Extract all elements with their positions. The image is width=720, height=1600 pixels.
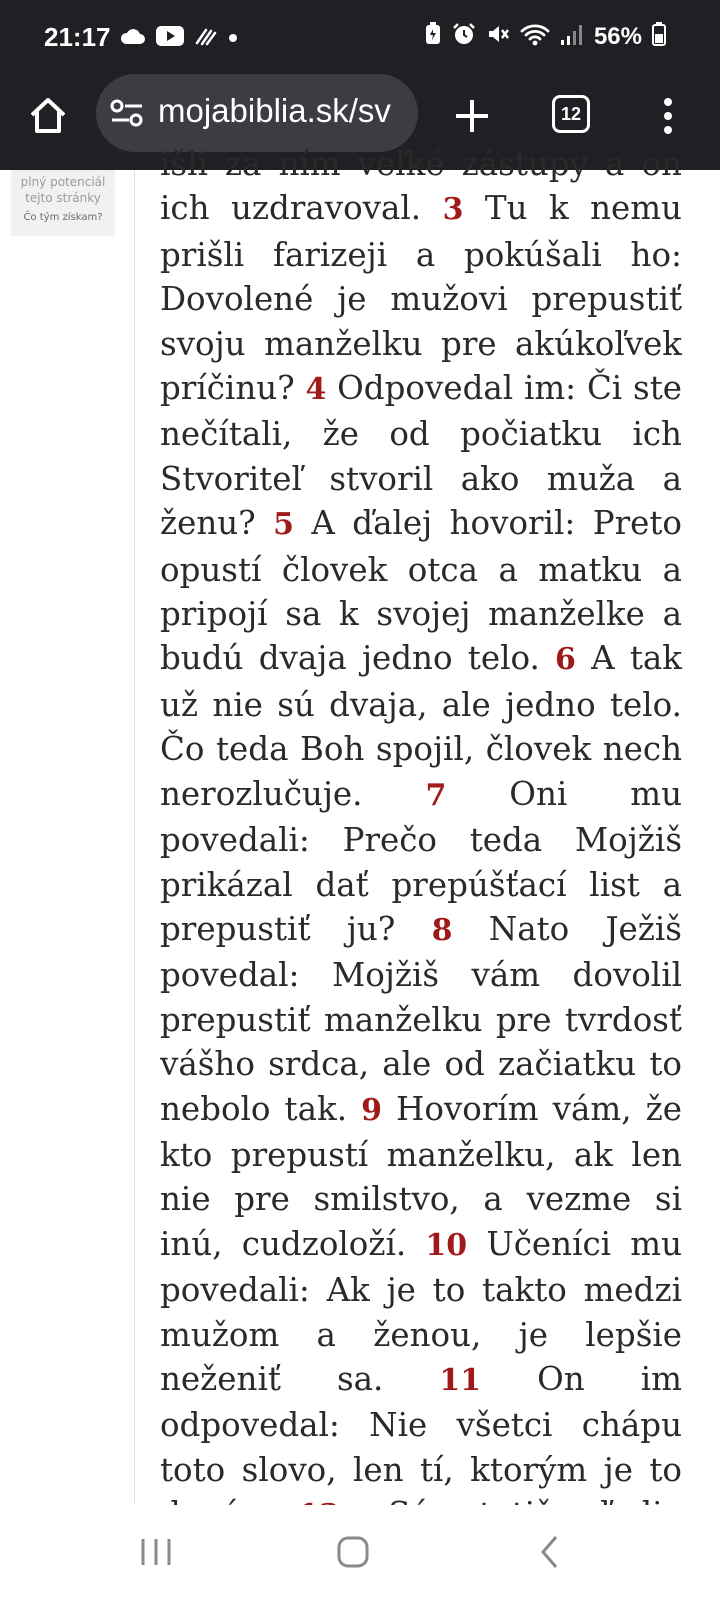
status-bar [0, 0, 720, 78]
ad-link[interactable]: Čo tým získam? [23, 212, 103, 223]
recent-apps-icon [138, 1536, 174, 1568]
verse-number[interactable]: 3 [442, 192, 464, 228]
verse-text: A ďalej hovoril: Preto opustí človek otca a matku a pripojí sa k svojej manželke a budú dvaja jedno telo. [160, 504, 682, 678]
recent-apps-button[interactable] [126, 1527, 186, 1577]
tab-switcher-button[interactable]: 12 [552, 95, 590, 133]
verse-text: A tak už nie sú dvaja, ale jedno telo. Čo teda Boh spojil, človek nech nerozlučuje. [160, 639, 682, 813]
sidebar-divider [134, 170, 135, 1505]
url-text[interactable]: mojabiblia.sk/sv [158, 92, 391, 129]
back-icon [538, 1534, 562, 1570]
page-content [0, 145, 720, 1505]
more-vert-icon [662, 96, 674, 136]
battery-saver-icon [424, 22, 442, 51]
back-button[interactable] [520, 1527, 580, 1577]
verse-number[interactable]: 7 [425, 777, 447, 813]
verse-number[interactable]: 8 [431, 912, 453, 948]
verse-text: Nato Ježiš povedal: Mojžiš vám dovolil prepustiť manželku pre tvrdosť vášho srdca, ale od začiatku to nebolo tak. [160, 909, 682, 1128]
cloud-icon [120, 27, 146, 50]
verse-text: Odpovedal im: Či ste nečítali, že od počiatku ich Stvoriteľ stvoril ako muža a ženu? [160, 369, 682, 543]
mute-icon [486, 22, 510, 51]
verse-text: išli za ním veľké zástupy a on ich uzdravoval. [160, 145, 682, 228]
home-button[interactable] [22, 90, 74, 142]
alarm-icon [452, 22, 476, 51]
side-ad-banner[interactable] [11, 170, 115, 236]
battery-percent: 56% [593, 22, 642, 50]
home-circle-icon [336, 1535, 370, 1569]
verse-text: On im odpovedal: Nie všetci chápu toto slovo, len tí, ktorým je to [160, 1359, 682, 1489]
verse-number[interactable]: 9 [361, 1092, 382, 1128]
verse-number[interactable]: 5 [273, 507, 294, 543]
ad-line-1: plný potenciál [20, 175, 106, 189]
menu-button[interactable] [648, 90, 688, 142]
system-nav-bar [0, 1505, 720, 1600]
youtube-icon [156, 26, 184, 51]
status-time: 21:17 [44, 22, 111, 52]
verse-text: Učeníci mu povedali: Ak je to takto medzi mužom a ženou, je lepšie neženiť sa. [160, 1224, 682, 1398]
bible-passage [160, 142, 682, 1583]
plus-icon [452, 96, 492, 136]
cell-signal-icon [560, 22, 584, 51]
verse-text: Oni mu povedali: Prečo teda Mojžiš prikázal dať prepúšťací list a prepustiť ju? [160, 774, 682, 948]
verse-number[interactable]: 11 [439, 1362, 482, 1398]
battery-icon [652, 22, 666, 51]
verse-number[interactable]: 4 [305, 372, 327, 408]
home-nav-button[interactable] [323, 1527, 383, 1577]
verse-text: Tu k nemu prišli farizeji a pokúšali ho: Dovolené je mužovi prepustiť svoju manželku pre akúkoľvek príčinu? [160, 189, 682, 408]
verse-number[interactable]: 10 [425, 1227, 468, 1263]
wifi-icon [520, 22, 550, 51]
new-tab-button[interactable] [446, 90, 498, 142]
home-icon [26, 94, 70, 138]
ad-line-2: tejto stránky [25, 191, 101, 205]
site-settings-icon[interactable] [110, 98, 144, 133]
verse-number[interactable]: 6 [555, 642, 576, 678]
verse-text: Hovorím vám, že kto prepustí manželku, ak len nie pre smilstvo, a vezme si inú, cudzoloží. [160, 1089, 682, 1263]
address-bar[interactable] [96, 74, 418, 152]
signal-data-icon [194, 26, 218, 51]
dot-icon [228, 30, 238, 48]
